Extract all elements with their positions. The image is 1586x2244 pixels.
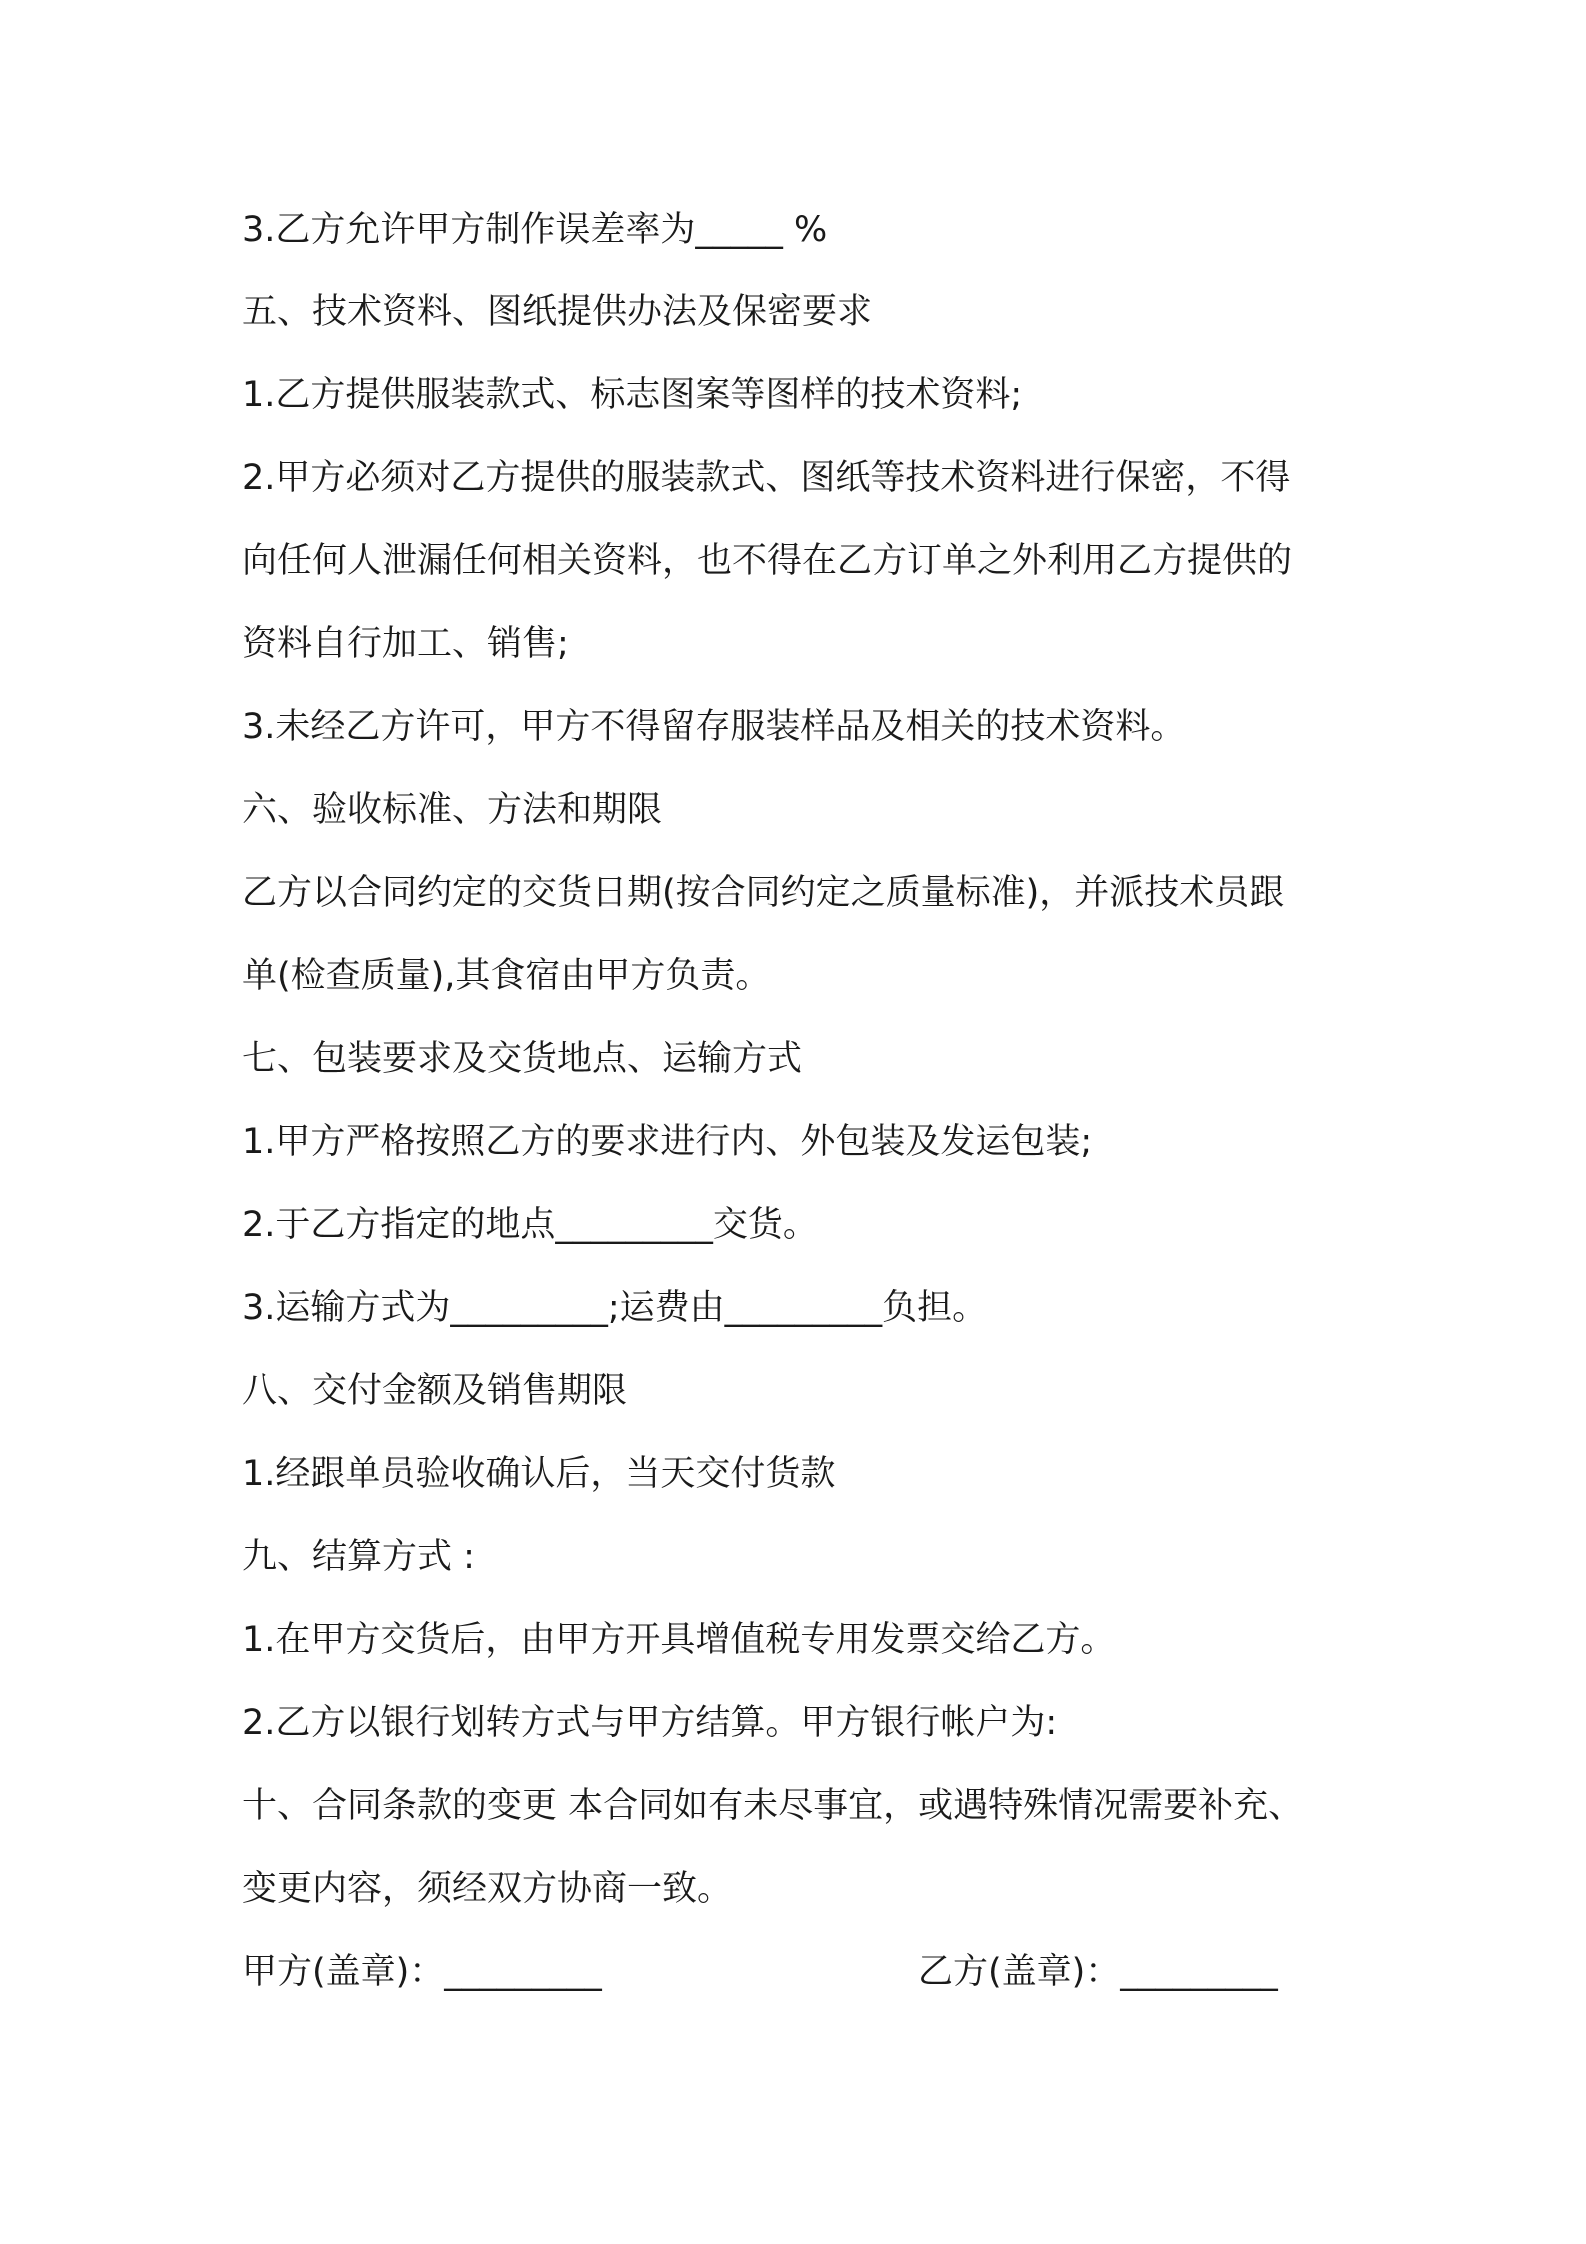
clause-5-2-line-3: 资料自行加工、销售; <box>242 624 569 664</box>
clause-8-1: 1.经跟单员验收确认后，当天交付货款 <box>242 1454 836 1494</box>
signature-party-a: 甲方(盖章)：_________ <box>242 1952 602 1992</box>
clause-5-2-line-2: 向任何人泄漏任何相关资料，也不得在乙方订单之外利用乙方提供的 <box>242 541 1293 581</box>
section-5-heading: 五、技术资料、图纸提供办法及保密要求 <box>242 292 873 332</box>
signature-party-b: 乙方(盖章)：_________ <box>918 1952 1278 1992</box>
clause-7-2: 2.于乙方指定的地点_________交货。 <box>242 1205 818 1245</box>
clause-5-1: 1.乙方提供服装款式、标志图案等图样的技术资料; <box>242 375 1023 415</box>
section-6-body-line-1: 乙方以合同约定的交货日期(按合同约定之质量标准)，并派技术员跟 <box>242 873 1285 913</box>
section-6-body-line-2: 单(检查质量),其食宿由甲方负责。 <box>242 956 771 996</box>
clause-9-2: 2.乙方以银行划转方式与甲方结算。甲方银行帐户为: <box>242 1703 1058 1743</box>
section-10-line-2: 变更内容，须经双方协商一致。 <box>242 1869 733 1909</box>
clause-5-2-line-1: 2.甲方必须对乙方提供的服装款式、图纸等技术资料进行保密，不得 <box>242 458 1291 498</box>
clause-3-error-rate: 3.乙方允许甲方制作误差率为_____ % <box>242 210 828 250</box>
section-10-line-1: 十、合同条款的变更 本合同如有未尽事宜，或遇特殊情况需要补充、 <box>242 1786 1304 1826</box>
clause-5-3: 3.未经乙方许可，甲方不得留存服装样品及相关的技术资料。 <box>242 707 1186 747</box>
section-9-heading: 九、结算方式 : <box>242 1537 475 1577</box>
section-8-heading: 八、交付金额及销售期限 <box>242 1371 628 1411</box>
section-7-heading: 七、包装要求及交货地点、运输方式 <box>242 1039 803 1079</box>
section-6-heading: 六、验收标准、方法和期限 <box>242 790 663 830</box>
clause-7-3: 3.运输方式为_________;运费由_________负担。 <box>242 1288 988 1328</box>
clause-7-1: 1.甲方严格按照乙方的要求进行内、外包装及发运包装; <box>242 1122 1093 1162</box>
clause-9-1: 1.在甲方交货后，由甲方开具增值税专用发票交给乙方。 <box>242 1620 1116 1660</box>
